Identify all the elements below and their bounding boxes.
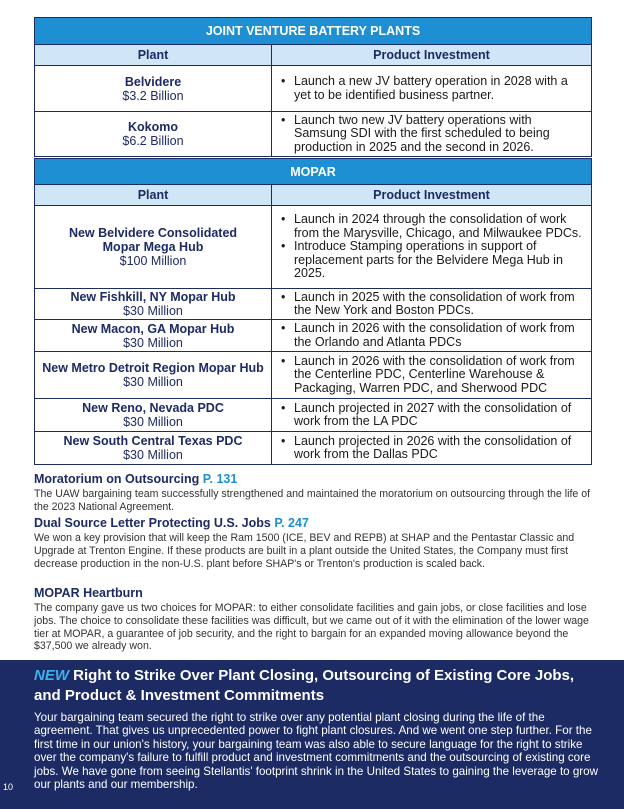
plant-cell: [35, 399, 272, 431]
plant-name: New Fishkill, NY Mopar Hub: [70, 290, 236, 304]
feature-heading: [34, 666, 604, 706]
table-header-row: [34, 45, 592, 66]
section-body: The company gave us two choices for MOPAR: to either consolidate facilities and gain jobs, or close facilities and lose jobs. The choice to consolidate these facilities was difficult, but we came out of it with the elimination of the lower wage tier at MOPAR, a guarantee of job security, and the right to bargain for an expanded moving allowance beyond the $37,500 we already won.: [34, 602, 589, 653]
page-reference-link[interactable]: P. 131: [202, 472, 238, 486]
mopar-table: [34, 158, 592, 465]
plant-name: New Metro Detroit Region Mopar Hub: [42, 361, 264, 375]
new-tag: NEW: [34, 667, 69, 684]
investment-bullet: • Launch a new JV battery operation in 2028 with a yet to be identified business partner.: [280, 75, 585, 102]
plant-cell: [35, 320, 272, 351]
page-number: 10: [3, 782, 14, 792]
table-row: [34, 289, 592, 320]
table-row: [34, 399, 592, 432]
plant-cell: [35, 432, 272, 464]
section-mopar-heartburn: [34, 586, 594, 653]
feature-body: Your bargaining team secured the right to strike over any potential plant closing during the life of the agreement. That gives us unprecedented power to fight plant closures. And we went one step further. For the first time in our union's history, your bargaining team was also able to secure language for the right to strike over the company's failure to fulfill product and investment commitments and the outsourcing of existing core jobs. We have gone from seeing Stellantis' footprint shrink in the United States to gaining the leverage to grow our plants and our membership.: [34, 711, 598, 792]
investment-cell: [272, 112, 591, 156]
header-product-investment: Product Investment: [373, 188, 490, 202]
section-moratorium: [34, 472, 594, 514]
section-title: Dual Source Letter Protecting U.S. Jobs: [34, 516, 271, 530]
plant-cell: [35, 352, 272, 398]
investment-bullet: • Launch in 2026 with the consolidation of work from the Orlando and Atlanta PDCs: [280, 322, 585, 349]
investment-cell: [272, 399, 591, 431]
table-row: [34, 112, 592, 157]
section-body: The UAW bargaining team successfully strengthened and maintained the moratorium on outsourcing through the life of the 2023 National Agreement.: [34, 488, 591, 513]
plant-name: New South Central Texas PDC: [63, 434, 243, 448]
page-reference-link[interactable]: P. 247: [274, 516, 309, 530]
investment-bullet: • Launch in 2024 through the consolidation of work from the Marysville, Chicago, and Milwaukee PDCs.: [280, 213, 585, 240]
plant-amount: $30 Million: [123, 415, 183, 429]
investment-cell: [272, 320, 591, 351]
section-title: Moratorium on Outsourcing: [34, 472, 200, 486]
section-dual-source: [34, 516, 594, 570]
feature-title: Right to Strike Over Plant Closing, Outsourcing of Existing Core Jobs, and Product & Investment Commitments: [34, 667, 575, 704]
plant-amount: $30 Million: [123, 335, 183, 350]
plant-name: Kokomo: [128, 120, 178, 134]
plant-cell: [35, 66, 272, 111]
table-title: JOINT VENTURE BATTERY PLANTS: [34, 17, 592, 45]
table-header-row: [34, 185, 592, 206]
investment-bullet: • Launch in 2025 with the consolidation of work from the New York and Boston PDCs.: [280, 291, 585, 318]
investment-cell: [272, 289, 591, 319]
plant-amount: $30 Million: [123, 375, 183, 389]
investment-cell: [272, 206, 591, 288]
investment-bullet: • Launch projected in 2026 with the consolidation of work from the Dallas PDC: [280, 435, 585, 462]
plant-cell: [35, 206, 272, 288]
section-body: We won a key provision that will keep the Ram 1500 (ICE, BEV and REPB) at SHAP and the Pentastar Classic and Upgrade at Trenton Engine. If these products are built in a plant outside the United States, the Company must first decrease production in the non-U.S. plant before SHAP's or Trenton's production is scaled back.: [34, 532, 575, 570]
table-row: [34, 352, 592, 399]
table-row: [34, 432, 592, 465]
table-row: [34, 206, 592, 289]
header-product-investment: Product Investment: [373, 48, 490, 62]
investment-bullet: • Launch projected in 2027 with the consolidation of work from the LA PDC: [280, 402, 585, 429]
plant-amount: $30 Million: [123, 304, 183, 318]
feature-box: [0, 660, 624, 809]
plant-name: Belvidere: [124, 74, 182, 89]
plant-amount: $6.2 Billion: [122, 134, 184, 148]
table-title: MOPAR: [34, 158, 592, 185]
plant-amount: $3.2 Billion: [122, 88, 184, 103]
investment-cell: [272, 352, 591, 398]
plant-amount: $30 Million: [123, 448, 183, 462]
header-plant: Plant: [35, 45, 272, 65]
investment-bullet: • Launch in 2026 with the consolidation of work from the Centerline PDC, Centerline Warehouse & Packaging, Warren PDC, and Sherwood PDC: [280, 355, 585, 396]
plant-cell: [35, 289, 272, 319]
plant-cell: [35, 112, 272, 156]
table-row: [34, 320, 592, 352]
header-plant: Plant: [35, 185, 272, 205]
investment-bullet: • Introduce Stamping operations in support of replacement parts for the Belvidere Mega Hub in 2025.: [280, 240, 585, 281]
table-row: [34, 66, 592, 112]
plant-name: New Reno, Nevada PDC: [82, 401, 224, 415]
plant-name: New Belvidere Consolidated Mopar Mega Hub: [68, 226, 238, 254]
investment-bullet: • Launch two new JV battery operations with Samsung SDI with the first scheduled to being production in 2025 and the second in 2026.: [280, 114, 585, 155]
plant-amount: $100 Million: [119, 254, 187, 268]
plant-name: New Macon, GA Mopar Hub: [71, 321, 235, 336]
section-heading: [34, 516, 594, 531]
section-heading: [34, 472, 594, 487]
section-title: MOPAR Heartburn: [34, 586, 143, 600]
section-heading: [34, 586, 594, 601]
investment-cell: [272, 432, 591, 464]
jv-battery-table: [34, 17, 592, 157]
investment-cell: [272, 66, 591, 111]
